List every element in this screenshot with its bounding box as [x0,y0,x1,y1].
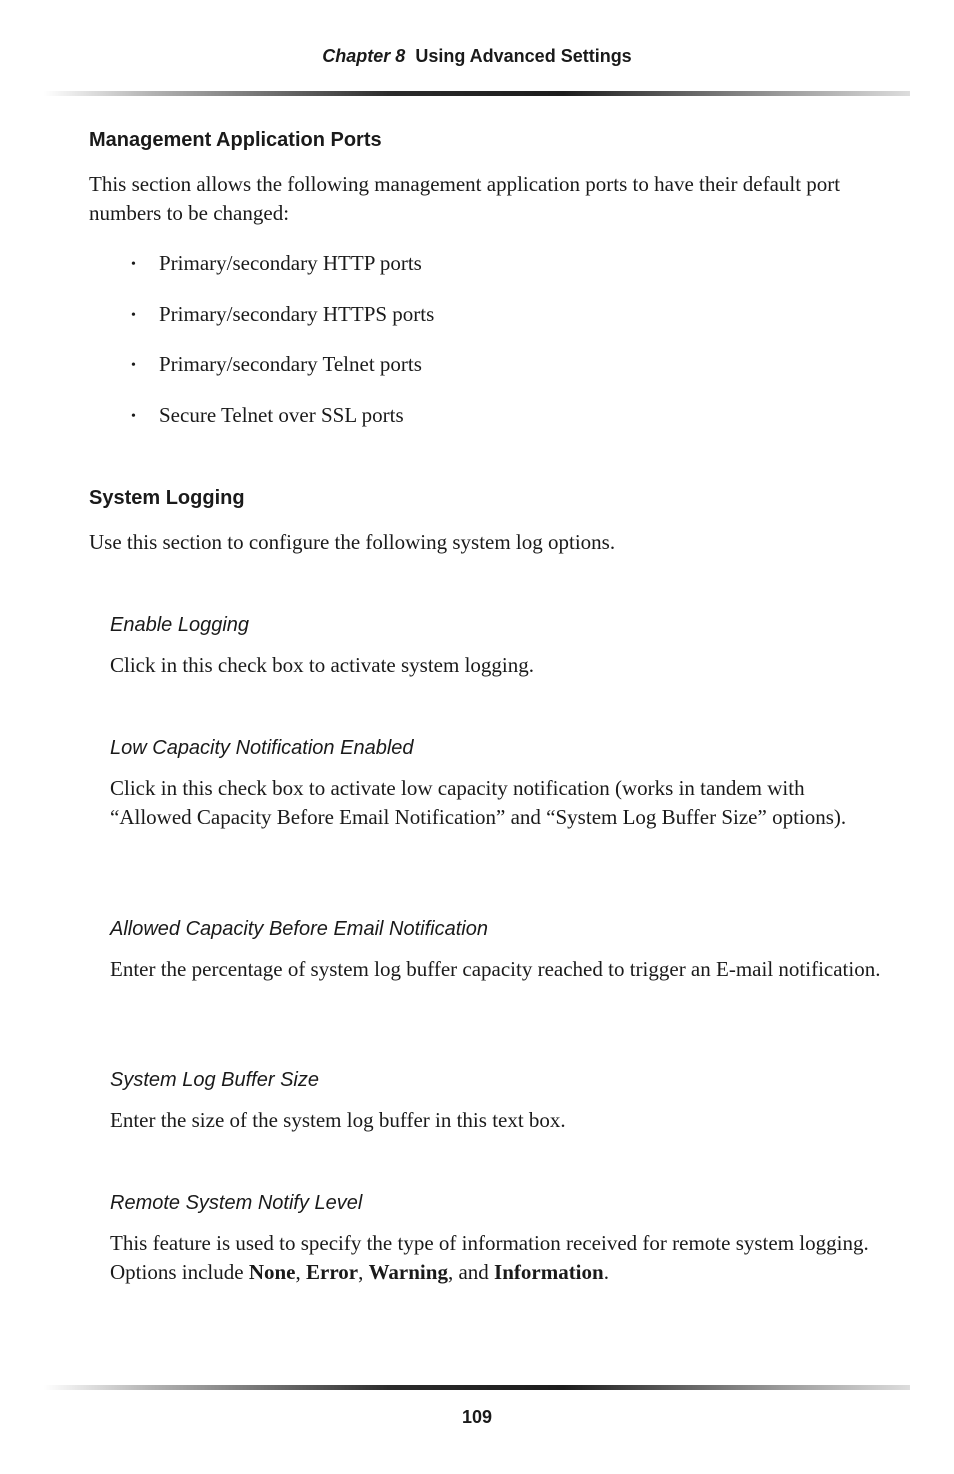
remote-notify-text [110,1229,890,1287]
separator: , [295,1260,301,1284]
option-none: None [248,1260,296,1284]
low-capacity-text: Click in this check box to activate low capacity notification (works in tandem with “Allowed Capacity Before Email Notification” and “System Log Buffer Size” options). [110,776,847,829]
list-item: • Primary/secondary HTTPS ports [131,302,435,326]
list-item-text: Secure Telnet over SSL ports [159,403,404,427]
page-number: 109 [461,1407,493,1427]
list-item-text: Primary/secondary HTTP ports [159,251,422,275]
option-error: Error [306,1260,359,1284]
separator: , [358,1260,364,1284]
system-logging-intro: Use this section to configure the following system log options. [89,530,616,554]
period: . [603,1260,609,1284]
management-ports-intro: This section allows the following management application ports to have their default port numbers to be changed: [89,172,841,225]
header-rule [44,91,910,96]
buffer-size-text: Enter the size of the system log buffer in this text box. [110,1108,566,1132]
subsection-title-allowed-capacity: Allowed Capacity Before Email Notification [110,918,488,940]
remote-notify-intro: This feature is used to specify the type of information received for remote system logging. Options include [110,1231,869,1284]
option-information: Information [494,1260,604,1284]
list-item: • Secure Telnet over SSL ports [131,403,404,427]
chapter-label: Chapter 8 [322,46,406,66]
running-header [0,46,954,67]
footer-rule [44,1385,910,1390]
list-item-text: Primary/secondary HTTPS ports [159,302,435,326]
chapter-title: Using Advanced Settings [415,46,632,66]
subsection-title-low-capacity: Low Capacity Notification Enabled [110,737,414,759]
allowed-capacity-text: Enter the percentage of system log buffer capacity reached to trigger an E-mail notification. [110,957,881,981]
list-item: • Primary/secondary Telnet ports [131,352,422,376]
subsection-title-enable-logging: Enable Logging [110,614,250,636]
separator: , and [447,1260,489,1284]
list-item-text: Primary/secondary Telnet ports [159,352,422,376]
option-warning: Warning [368,1260,448,1284]
section-title-system-logging: System Logging [89,487,245,509]
subsection-title-remote-notify: Remote System Notify Level [110,1192,363,1214]
enable-logging-text: Click in this check box to activate system logging. [110,653,535,677]
subsection-title-buffer-size: System Log Buffer Size [110,1069,319,1091]
list-item: • Primary/secondary HTTP ports [131,251,422,275]
section-title-management-ports: Management Application Ports [89,129,382,151]
